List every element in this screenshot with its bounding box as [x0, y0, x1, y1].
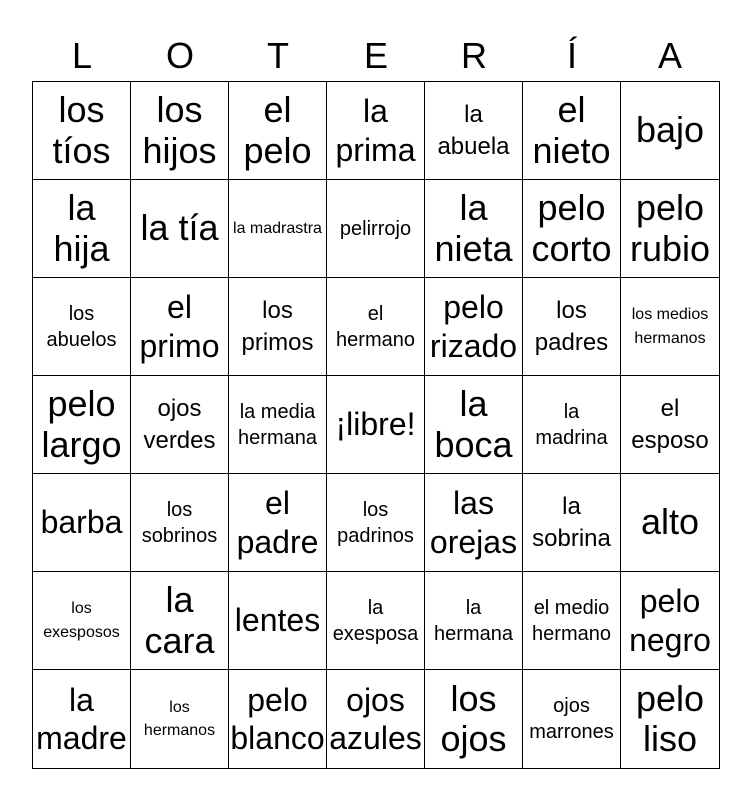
- board-cell[interactable]: [621, 572, 719, 670]
- cell-label: la cara: [144, 579, 215, 661]
- bingo-board: [32, 81, 720, 769]
- board-cell[interactable]: [327, 180, 425, 278]
- board-cell[interactable]: [229, 180, 327, 278]
- cell-label: ¡libre!: [335, 406, 416, 443]
- header-letter: A: [657, 35, 682, 76]
- cell-label: los hermanos: [143, 698, 216, 739]
- board-cell[interactable]: [523, 180, 621, 278]
- cell-label: alto: [640, 501, 700, 543]
- board-cell[interactable]: [327, 474, 425, 572]
- board-cell[interactable]: [229, 572, 327, 670]
- header-letter: R: [461, 35, 487, 76]
- cell-label: el hermano: [336, 302, 415, 351]
- cell-label: lentes: [234, 602, 321, 639]
- board-cell[interactable]: [229, 474, 327, 572]
- cell-label: el primo: [139, 289, 220, 364]
- header-letter: Í: [566, 35, 577, 76]
- board-cell[interactable]: [425, 670, 523, 768]
- cell-label: pelo rubio: [629, 187, 711, 269]
- cell-label: la hermana: [434, 596, 513, 645]
- cell-label: la madrina: [535, 400, 608, 449]
- cell-label: los tíos: [52, 89, 111, 171]
- cell-label: ojos marrones: [529, 695, 614, 743]
- cell-label: los padrinos: [337, 498, 414, 547]
- board-cell[interactable]: [33, 180, 131, 278]
- board-cell[interactable]: [33, 376, 131, 474]
- cell-label: la madrastra: [233, 219, 322, 237]
- board-cell[interactable]: [229, 376, 327, 474]
- cell-label: los hijos: [142, 89, 217, 171]
- board-cell[interactable]: [621, 82, 719, 180]
- board-cell[interactable]: [523, 572, 621, 670]
- header-letter: L: [71, 35, 93, 76]
- cell-label: los ojos: [440, 677, 507, 759]
- cell-label: la media hermana: [238, 400, 317, 449]
- cell-label: la abuela: [437, 101, 510, 160]
- board-cell[interactable]: [131, 572, 229, 670]
- cell-label: los primos: [241, 297, 314, 356]
- board-cell[interactable]: [327, 670, 425, 768]
- board-cell[interactable]: [33, 572, 131, 670]
- board-cell[interactable]: [621, 180, 719, 278]
- cell-label: barba: [40, 504, 123, 541]
- board-cell[interactable]: [523, 82, 621, 180]
- cell-label: pelo corto: [531, 187, 612, 269]
- board-cell[interactable]: [131, 82, 229, 180]
- board-cell[interactable]: [621, 376, 719, 474]
- board-cell[interactable]: [229, 278, 327, 376]
- board-cell[interactable]: [327, 82, 425, 180]
- cell-label: pelo blanco: [230, 681, 325, 756]
- board-cell[interactable]: [33, 82, 131, 180]
- board-cell[interactable]: [131, 180, 229, 278]
- board-cell[interactable]: [425, 572, 523, 670]
- cell-label: pelirrojo: [339, 217, 412, 240]
- board-cell[interactable]: [131, 474, 229, 572]
- board-cell[interactable]: [621, 670, 719, 768]
- cell-label: los padres: [534, 297, 609, 356]
- board-cell[interactable]: [621, 278, 719, 376]
- header-letter: E: [363, 35, 388, 76]
- cell-label: pelo largo: [41, 383, 122, 465]
- cell-label: la tía: [140, 207, 219, 249]
- board-cell[interactable]: [523, 474, 621, 572]
- board-cell[interactable]: [425, 278, 523, 376]
- board-cell[interactable]: [33, 278, 131, 376]
- cell-label: la hija: [53, 187, 110, 269]
- board-cell[interactable]: [327, 376, 425, 474]
- cell-label: ojos azules: [329, 681, 422, 756]
- board-cell[interactable]: [327, 278, 425, 376]
- board-cell[interactable]: [425, 376, 523, 474]
- board-cell[interactable]: [621, 474, 719, 572]
- cell-label: el pelo: [243, 89, 312, 171]
- cell-label: el nieto: [532, 89, 611, 171]
- cell-label: pelo rizado: [429, 289, 518, 364]
- cell-label: los medios hermanos: [631, 306, 709, 347]
- cell-label: la madre: [36, 681, 127, 756]
- board-cell[interactable]: [131, 670, 229, 768]
- cell-label: los abuelos: [46, 302, 117, 351]
- header-letter: T: [267, 35, 289, 76]
- cell-label: la nieta: [434, 187, 513, 269]
- header-letter: O: [165, 35, 194, 76]
- cell-label: las orejas: [429, 485, 518, 560]
- cell-label: la sobrina: [532, 493, 611, 552]
- cell-label: la exesposa: [332, 596, 419, 645]
- cell-label: los sobrinos: [141, 498, 218, 547]
- cell-label: la boca: [434, 383, 513, 465]
- board-header: [33, 28, 719, 84]
- board-cell[interactable]: [229, 670, 327, 768]
- board-cell[interactable]: [33, 670, 131, 768]
- cell-label: la prima: [335, 93, 416, 168]
- cell-label: el esposo: [631, 395, 709, 454]
- cell-label: los exesposos: [43, 600, 120, 641]
- board-cell[interactable]: [425, 180, 523, 278]
- board-cell[interactable]: [131, 376, 229, 474]
- board-cell[interactable]: [523, 376, 621, 474]
- cell-label: pelo liso: [635, 677, 705, 759]
- board-cell[interactable]: [523, 670, 621, 768]
- board-cell[interactable]: [425, 474, 523, 572]
- board-cell[interactable]: [523, 278, 621, 376]
- cell-label: el padre: [236, 485, 319, 560]
- board-cell[interactable]: [131, 278, 229, 376]
- board-cell[interactable]: [327, 572, 425, 670]
- board-cell[interactable]: [33, 474, 131, 572]
- board-cell[interactable]: [229, 82, 327, 180]
- cell-label: ojos verdes: [143, 395, 216, 454]
- cell-label: pelo negro: [629, 583, 711, 658]
- cell-label: bajo: [635, 109, 705, 151]
- cell-label: el medio hermano: [532, 596, 611, 645]
- board-cell[interactable]: [425, 82, 523, 180]
